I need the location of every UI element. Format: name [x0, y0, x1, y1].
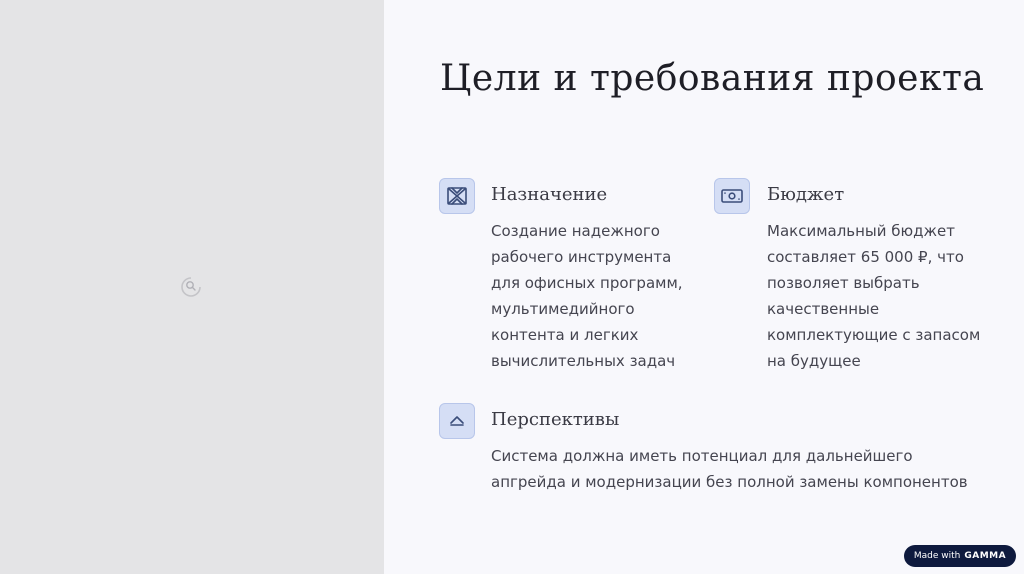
badge-prefix: Made with [913, 551, 961, 561]
slide-title: Цели и требования проекта [440, 58, 985, 99]
banknote-icon [714, 178, 750, 214]
gamma-logo: GAMMA [964, 551, 1007, 561]
loading-search-icon [178, 274, 204, 300]
purpose-heading: Назначение [491, 184, 608, 205]
budget-heading: Бюджет [767, 184, 845, 205]
made-with-gamma-badge[interactable] [904, 545, 1016, 567]
prospects-text: Система должна иметь потенциал для дальнейшего апгрейда и модернизации без полной замены компонентов [491, 447, 968, 491]
purpose-text: Создание надежного рабочего инструмента для офисных программ, мультимедийного контента и легких вычислительных задач [491, 222, 683, 370]
budget-text: Максимальный бюджет составляет 65 000 ₽, что позволяет выбрать качественные комплектующие с запасом на будущее [767, 222, 981, 370]
chevron-up-icon [439, 403, 475, 439]
image-placeholder-panel [0, 0, 384, 574]
prospects-heading: Перспективы [491, 409, 620, 430]
crossed-arrows-icon [439, 178, 475, 214]
